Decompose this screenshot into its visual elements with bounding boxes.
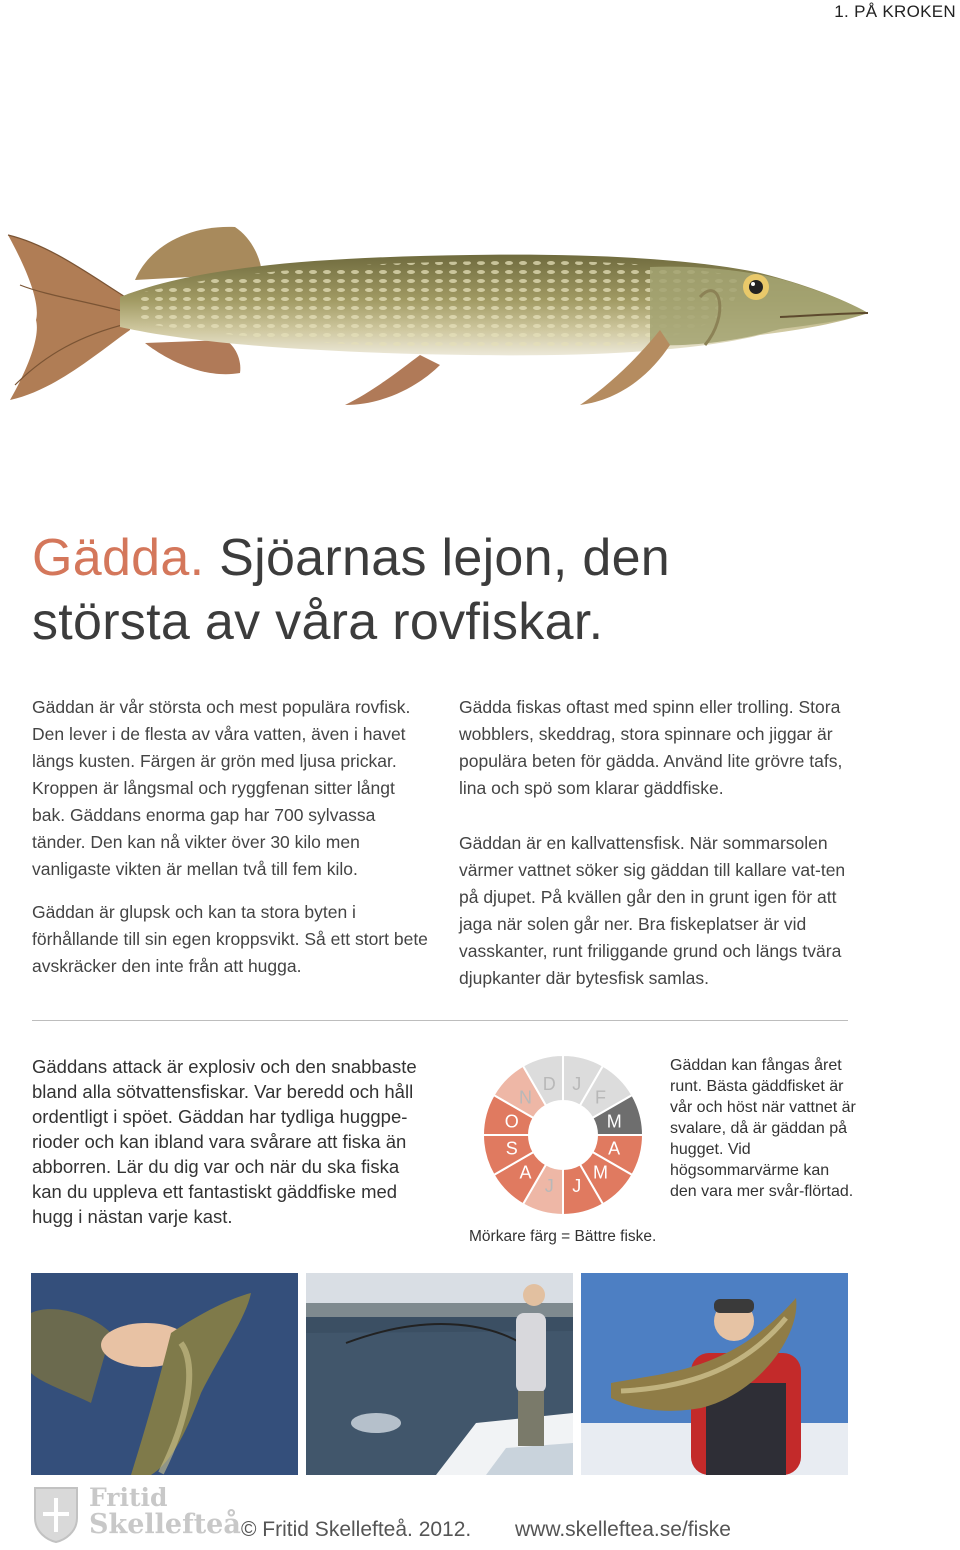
website-link[interactable]: www.skelleftea.se/fiske — [515, 1518, 731, 1541]
attack-paragraph: Gäddans attack är explosiv och den snabbaste bland alla sötvattensfiskar. Var beredd och håll ordentligt i spöet. Gäddan har tydliga huggpe-rioder och kan ibland vara svårare att fiska än abborren. Lär du dig var och när du ska fiska kan du uppleva ett fantastiskt gäddfiske med hugg i nästan varje kast. — [32, 1056, 417, 1227]
section-divider — [32, 1020, 848, 1021]
intro-paragraph-1: Gäddan är vår största och mest populära rovfisk. Den lever i de flesta av våra vatten, även i havet längs kusten. Färgen är grön med ljusa prickar. Kroppen är långsmal och ryggfenan sitter långt bak. Gäddans enorma gap har 700 sylvassa tänder. Den kan nå vikter över 30 kilo men vanligaste vikten är mellan två till fem kilo. — [32, 697, 411, 879]
habitat-paragraph: Gäddan är en kallvattensfisk. När sommarsolen värmer vattnet söker sig gäddan till kallare vat-ten på djupet. På kvällen går den in grunt igen för att jaga när solen går ner. Bra fiskeplatser är vid vasskanter, runt friliggande grund och längs tvära djupkanter där bytesfisk samlas. — [459, 833, 846, 988]
month-label: A — [608, 1138, 621, 1159]
month-label: M — [592, 1162, 608, 1183]
title-accent: Gädda. — [32, 529, 205, 587]
season-wheel — [482, 1054, 644, 1216]
month-label: F — [594, 1087, 606, 1108]
technique-paragraph: Gädda fiskas oftast med spinn eller trolling. Stora wobblers, skeddrag, stora spinnare och jiggar är populära beten för gädda. Använd lite grövre tafs, lina och spö som klarar gäddfiske. — [459, 697, 843, 798]
page-title — [32, 526, 912, 654]
photo-angler-on-boat — [306, 1273, 573, 1475]
logo-wordmark — [89, 1484, 241, 1538]
month-label: J — [572, 1073, 582, 1094]
wheel-center — [530, 1102, 596, 1168]
logo-line2: Skellefteå — [89, 1509, 241, 1540]
pike-illustration — [0, 205, 900, 430]
season-wheel-caption: Mörkare färg = Bättre fiske. — [469, 1228, 657, 1245]
photo-child-with-pike — [581, 1273, 848, 1475]
season-paragraph: Gäddan kan fångas året runt. Bästa gäddfisket är vår och höst när vattnet är svalare, då är gäddan på hugget. Vid högsommarvärme kan den vara mer svår-flörtad. — [670, 1057, 856, 1200]
season-wheel-chart — [482, 1054, 644, 1216]
month-label: O — [504, 1111, 519, 1132]
logo-line1: Fritid — [89, 1483, 168, 1512]
month-label: D — [542, 1073, 556, 1094]
month-label: S — [505, 1138, 518, 1159]
photo-pike-in-hand — [31, 1273, 298, 1475]
fritid-skelleftea-logo — [31, 1483, 241, 1544]
copyright-text: © Fritid Skellefteå. 2012. — [241, 1518, 472, 1541]
title-line1: Sjöarnas lejon, den — [204, 529, 671, 587]
month-label: J — [544, 1176, 554, 1197]
month-label: N — [519, 1087, 533, 1108]
month-label: M — [606, 1111, 622, 1132]
crest-icon — [31, 1484, 81, 1544]
month-label: A — [519, 1162, 532, 1183]
month-label: J — [572, 1176, 582, 1197]
intro-paragraph-2: Gäddan är glupsk och kan ta stora byten i förhållande till sin egen kroppsvikt. Så ett stort bete avskräcker den inte från att hugga. — [32, 902, 428, 976]
section-label: 1. PÅ KROKEN — [834, 2, 956, 21]
title-line2: största av våra rovfiskar. — [32, 593, 604, 651]
